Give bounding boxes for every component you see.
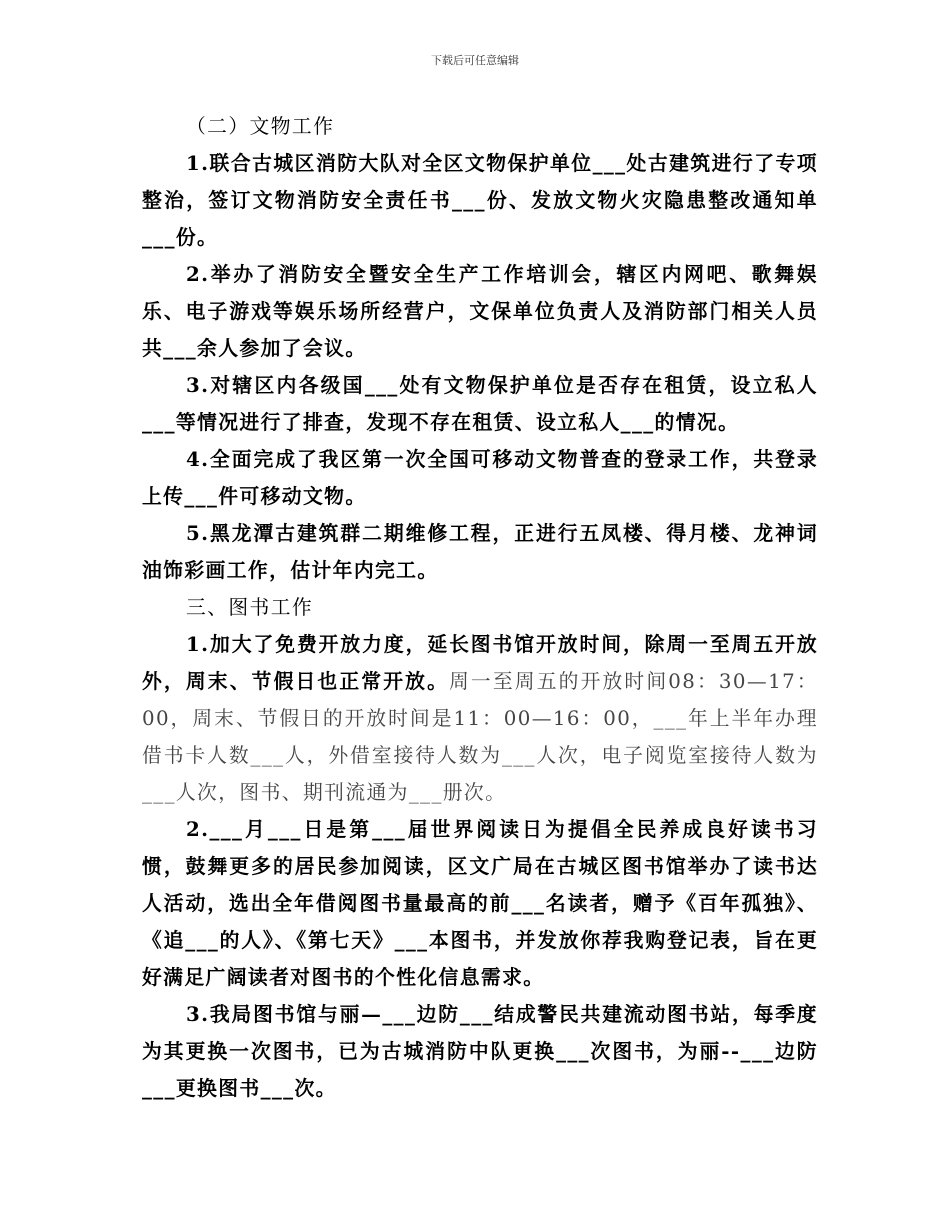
paragraph: 3.对辖区内各级国___处有文物保护单位是否存在租赁，设立私人___等情况进行了排查，发现不存在租赁、设立私人___的情况。 — [142, 373, 818, 434]
paragraph-light-part: 周一至周五的开放时间08：30—17：00，周末、节假日的开放时间是11：00—16：00，___年上半年办理借书卡人数___人，外借室接待人数为___人次，电子阅览室接待人数为___人次，图书、期刊流通为___册次。 — [142, 670, 818, 804]
paragraph — [142, 626, 818, 811]
header-note: 下载后可任意编辑 — [431, 54, 519, 67]
paragraph: 5.黑龙潭古建筑群二期维修工程，正进行五凤楼、得月楼、龙神词油饰彩画工作，估计年内完工。 — [142, 521, 818, 582]
paragraph: 1.联合古城区消防大队对全区文物保护单位___处古建筑进行了专项整治，签订文物消防安全责任书___份、发放文物火灾隐患整改通知单___份。 — [142, 151, 818, 249]
paragraph: 3.我局图书馆与丽—___边防___结成警民共建流动图书站，每季度为其更换一次图书，已为古城消防中队更换___次图书，为丽--___边防___更换图书___次。 — [142, 1002, 818, 1100]
paragraph: 2.___月___日是第___届世界阅读日为提倡全民养成良好读书习惯，鼓舞更多的居民参加阅读，区文广局在古城区图书馆举办了读书达人活动，选出全年借阅图书量最高的前___名读者，赠予《百年孤独》、《追___的人》、《第七天》___本图书，并发放你荐我购登记表，旨在更好满足广阔读者对图书的个性化信息需求。 — [142, 817, 818, 989]
section-heading-library: 三、图书工作 — [186, 596, 314, 619]
paragraph-bold-part: 1.加大了免费开放力度，延长图书馆开放时间，除周一至周五开放外，周末、节假日也正常开放。 — [142, 632, 818, 693]
document-body — [142, 108, 818, 1107]
paragraph: 4.全面完成了我区第一次全国可移动文物普查的登录工作，共登录上传___件可移动文物。 — [142, 447, 818, 508]
paragraph: 2.举办了消防安全暨安全生产工作培训会，辖区内网吧、歌舞娱乐、电子游戏等娱乐场所经营户，文保单位负责人及消防部门相关人员共___余人参加了会议。 — [142, 262, 818, 360]
section-heading-relics: （二）文物工作 — [186, 115, 335, 138]
